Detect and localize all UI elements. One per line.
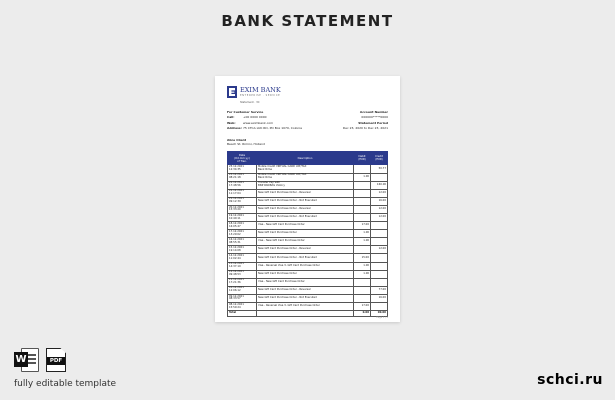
- transactions-table: [227, 151, 388, 317]
- account-number-value: 000000*****0000: [361, 115, 388, 120]
- cell-credit: [371, 303, 388, 311]
- cell-description: New Gift Card Purchase Order - Reversal: [257, 189, 354, 197]
- table-row: [228, 205, 388, 213]
- cell-debit: 17.00: [354, 303, 371, 311]
- cell-date: 17.12.2021 13:29:02: [228, 230, 257, 238]
- cell-description: Transfer Pay with BNP PARIBAS Vistory: [257, 181, 354, 189]
- account-block: [343, 110, 388, 132]
- table-row: [228, 189, 388, 197]
- statement-document: [215, 76, 400, 322]
- page-number: Page 1 / 1: [376, 316, 388, 319]
- cell-debit: [354, 246, 371, 254]
- cell-date: 13.12.2021 14:37:19: [228, 262, 257, 270]
- cell-description: Visa - New Gift Card Purchase Order: [257, 238, 354, 246]
- bank-tagline: Statement · 3C: [240, 101, 260, 104]
- cell-debit: 17.00: [354, 222, 371, 230]
- info-row-address: Address: 75 CTCA LUK RD, PO Box 1070, Colonia: [227, 126, 302, 131]
- account-number-label: Account Number: [359, 110, 388, 114]
- table-total-row: [228, 311, 388, 317]
- cell-date: 08.12.2021 15:59:24: [228, 303, 257, 311]
- table-row: [228, 238, 388, 246]
- format-icons: [14, 348, 66, 372]
- table-header-row: [228, 152, 388, 165]
- cell-credit: 16.00: [371, 197, 388, 205]
- cell-credit: 16.00: [371, 294, 388, 302]
- cell-description: New Gift Card Purchase Order - Not Executed: [257, 214, 354, 222]
- total-label: Total: [228, 311, 257, 317]
- cell-description: New Gift Card Purchase Order - Not Executed: [257, 254, 354, 262]
- total-credit: 00.00: [371, 311, 388, 317]
- cell-description: New Gift Card Purchase Order: [257, 270, 354, 278]
- cell-debit: 1.00: [354, 173, 371, 181]
- site-watermark: schci.ru: [537, 372, 603, 388]
- cell-credit: [371, 173, 388, 181]
- cell-debit: [354, 197, 371, 205]
- total-debit: 0.00: [354, 311, 371, 317]
- table-row: [228, 303, 388, 311]
- header-credit: Credit (EUR): [371, 152, 388, 165]
- cell-description: Mobile Credit VIRTUAL CARD VAT/TAX Bank Rima: [257, 173, 354, 181]
- info-row-web: Web: www.eximbank.com: [227, 120, 274, 125]
- cell-date: 19.12.2021 10:40:11: [228, 214, 257, 222]
- table-row: [228, 214, 388, 222]
- cell-description: Visa - Reversal Visa 3- Gift Card Purchase Order: [257, 262, 354, 270]
- cell-date: 20.12.2021 15:33:20: [228, 205, 257, 213]
- cell-date: 14.12.2021 11:02:44: [228, 254, 257, 262]
- table-row: [228, 278, 388, 286]
- table-row: [228, 173, 388, 181]
- cell-credit: [371, 254, 388, 262]
- cell-credit: 12.00: [371, 205, 388, 213]
- cell-date: 16.12.2021 08:55:31: [228, 238, 257, 246]
- header-debit: Debit (EUR): [354, 152, 371, 165]
- cell-credit: 77.00: [371, 286, 388, 294]
- cell-date: 21.12.2021 09:12:39: [228, 197, 257, 205]
- client-block: [227, 138, 388, 147]
- cell-description: Visa - New Gift Card Purchase Order: [257, 222, 354, 230]
- cell-date: 15.12.2021 19:14:08: [228, 246, 257, 254]
- client-address: Beach St. Rimini, Holland: [227, 142, 265, 147]
- cell-debit: [354, 286, 371, 294]
- template-caption: fully editable template: [14, 379, 117, 389]
- cell-credit: 12.00: [371, 246, 388, 254]
- table-row: [228, 270, 388, 278]
- customer-service-block: [227, 110, 302, 132]
- table-row: [228, 181, 388, 189]
- cell-description: New Gift Card Purchase Order - Not Executed: [257, 197, 354, 205]
- statement-info: [227, 110, 388, 132]
- cell-description: Visa - Reversal Visa 3- Gift Card Purchase Order: [257, 303, 354, 311]
- cell-debit: 1.00: [354, 230, 371, 238]
- cell-debit: [354, 278, 371, 286]
- customer-service-title: For Customer Service: [227, 110, 264, 114]
- pdf-icon: PDF: [46, 348, 66, 372]
- client-name: Alice Client: [227, 137, 247, 142]
- bank-logo-icon: [227, 86, 237, 98]
- bank-name: EXIM BANK: [240, 86, 281, 95]
- cell-credit: [371, 278, 388, 286]
- table-row: [228, 230, 388, 238]
- cell-credit: [371, 238, 388, 246]
- cell-credit: 12.00: [371, 189, 388, 197]
- table-row: [228, 286, 388, 294]
- cell-description: New Gift Card Purchase Order - Reversal: [257, 286, 354, 294]
- cell-date: 18.12.2021 16:05:47: [228, 222, 257, 230]
- table-row: [228, 165, 388, 173]
- cell-date: 10.12.2021 12:06:12: [228, 286, 257, 294]
- bank-logo: [227, 84, 388, 100]
- cell-debit: 1.00: [354, 262, 371, 270]
- statement-period-label: Statement Period: [358, 120, 388, 125]
- cell-credit: [371, 230, 388, 238]
- cell-debit: 1.00: [354, 238, 371, 246]
- bank-subtitle: ENTERPRISE · SERVICE: [240, 93, 281, 97]
- cell-date: 22.12.2021 11:17:04: [228, 189, 257, 197]
- cell-debit: [354, 205, 371, 213]
- header-date: Date (Dd.mm.yy) of Tran.: [228, 152, 257, 165]
- cell-date: 09.12.2021 08:33:57: [228, 294, 257, 302]
- cell-description: Mobile Credit VIRTUAL CARD VAT/TAX Bank Rima: [257, 165, 354, 173]
- cell-date: 11.12.2021 17:21:36: [228, 278, 257, 286]
- cell-debit: [354, 294, 371, 302]
- table-row: [228, 294, 388, 302]
- cell-credit: 160.00: [371, 181, 388, 189]
- cell-credit: 50.77: [371, 165, 388, 173]
- table-row: [228, 246, 388, 254]
- cell-date: 23.12.2021 12:34:35: [228, 165, 257, 173]
- table-row: [228, 254, 388, 262]
- cell-description: New Gift Card Purchase Order - Reversal: [257, 205, 354, 213]
- cell-credit: 12.00: [371, 214, 388, 222]
- info-row-call: Call: +00 0000 0000: [227, 115, 267, 120]
- cell-debit: 15.00: [354, 254, 371, 262]
- table-row: [228, 197, 388, 205]
- cell-description: New Gift Card Purchase Order - Reversal: [257, 246, 354, 254]
- cell-credit: [371, 262, 388, 270]
- cell-credit: [371, 270, 388, 278]
- header-description: Description: [257, 152, 354, 165]
- word-doc-icon: W: [14, 348, 40, 372]
- cell-description: Visa - New Gift Card Purchase Order: [257, 278, 354, 286]
- cell-debit: [354, 189, 371, 197]
- cell-debit: [354, 181, 371, 189]
- cell-credit: [371, 222, 388, 230]
- page-heading: BANK STATEMENT: [221, 12, 394, 30]
- cell-description: New Gift Card Purchase Order: [257, 230, 354, 238]
- cell-debit: [354, 165, 371, 173]
- cell-debit: [354, 214, 371, 222]
- statement-period-value: Dec 23, 2020 to Dec 23, 2021: [342, 126, 388, 131]
- cell-description: New Gift Card Purchase Order - Not Executed: [257, 294, 354, 302]
- cell-date: 22.12.2021 17:48:56: [228, 181, 257, 189]
- table-row: [228, 262, 388, 270]
- cell-debit: 1.00: [354, 270, 371, 278]
- table-row: [228, 222, 388, 230]
- cell-date: 23.12.2021 08:21:18: [228, 173, 257, 181]
- cell-date: 12.12.2021 09:48:53: [228, 270, 257, 278]
